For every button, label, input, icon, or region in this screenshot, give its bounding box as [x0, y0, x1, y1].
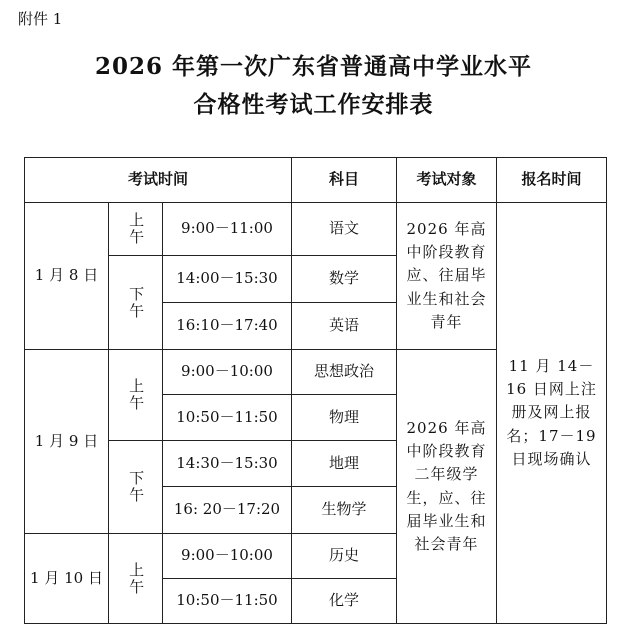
period-am-day1: 上午	[127, 212, 146, 246]
time-cell: 10:50－11:50	[176, 407, 278, 426]
period-pm-day1: 下午	[127, 285, 146, 320]
date-jan-10: 1 月 10 日	[30, 568, 103, 587]
date-jan-8: 1 月 8 日	[34, 266, 99, 285]
subject-cell: 物理	[328, 407, 359, 426]
header-exam-time: 考试时间	[127, 170, 188, 189]
exam-target-group-1: 2026 年高中阶段教育应、往届毕业生和社会青年	[406, 219, 487, 331]
subject-cell: 英语	[328, 316, 359, 335]
date-jan-9: 1 月 9 日	[34, 431, 99, 450]
time-cell: 16:10－17:40	[176, 316, 278, 335]
time-cell: 9:00－10:00	[181, 546, 273, 565]
time-cell: 14:30－15:30	[176, 453, 278, 472]
subject-cell: 思想政治	[313, 362, 374, 381]
time-cell: 9:00－11:00	[181, 219, 273, 238]
subject-cell: 化学	[328, 591, 359, 610]
period-am-day3: 上午	[127, 561, 146, 596]
attachment-label: 附件 1	[18, 10, 63, 28]
time-cell: 14:00－15:30	[176, 269, 278, 288]
subject-cell: 地理	[328, 453, 359, 472]
time-cell: 9:00－10:00	[181, 362, 273, 381]
subject-cell: 生物学	[321, 500, 367, 519]
header-exam-target: 考试对象	[416, 170, 477, 189]
time-cell: 10:50－11:50	[176, 591, 278, 610]
page-title-line-2: 合格性考试工作安排表	[193, 91, 434, 118]
header-subject: 科目	[328, 170, 359, 189]
subject-cell: 语文	[328, 219, 359, 238]
time-cell: 16: 20－17:20	[173, 500, 281, 519]
page-title-line-1: 2026 年第一次广东省普通高中学业水平	[94, 53, 533, 80]
subject-cell: 数学	[328, 269, 359, 288]
registration-schedule: 11 月 14－16 日网上注册及网上报名；17－19 日现场确认	[506, 356, 597, 468]
subject-cell: 历史	[328, 546, 359, 565]
header-registration-time: 报名时间	[521, 170, 582, 189]
period-pm-day2: 下午	[127, 470, 146, 504]
period-am-day2: 上午	[127, 378, 146, 412]
exam-target-group-2: 2026 年高中阶段教育二年级学生，应、往届毕业生和社会青年	[406, 418, 487, 553]
